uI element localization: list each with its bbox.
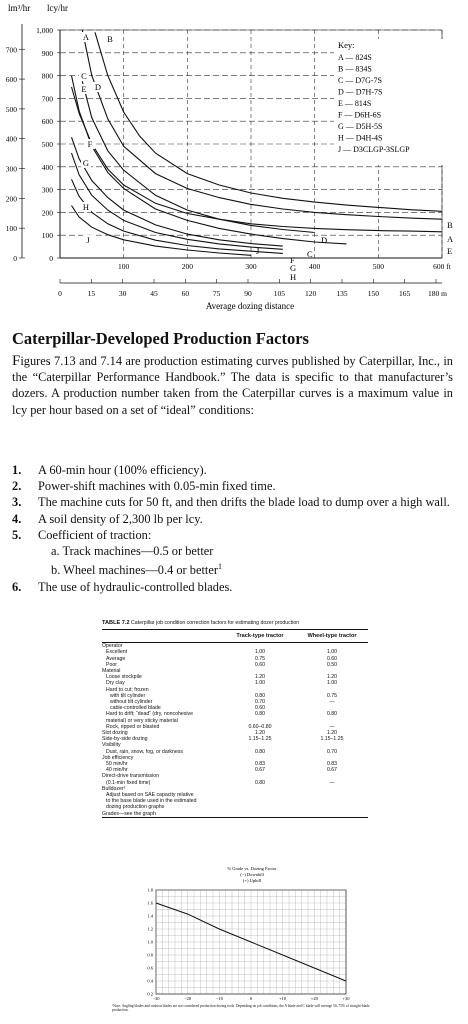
sub-item-track: a. Track machines—0.5 or better [51, 544, 214, 559]
table-cell-wheel: 1.20 [326, 674, 338, 681]
chart-key [334, 39, 447, 165]
x-tick-label-m: 45 [150, 289, 158, 298]
table-row [102, 643, 368, 650]
y-tick-label-lcy: 500 [41, 140, 53, 149]
series-line-J [72, 206, 252, 256]
table-cell-track [224, 643, 296, 650]
table-cell-label: material) or very sticky material [106, 717, 178, 724]
table-header-row [102, 630, 368, 643]
grade-y-tick-label: 0.2 [147, 991, 153, 997]
series-end-label-H: H [290, 272, 297, 282]
production-curves-chart [0, 0, 468, 322]
table-cell-wheel: 1.15–1.25 [320, 736, 344, 743]
table-cell-label: Dry clay [106, 680, 125, 687]
table-cell-track: 0.83 [254, 761, 266, 768]
grade-x-tick-label: +10 [279, 996, 287, 1001]
table-cell-label: (0.1-min fixed time) [106, 779, 151, 786]
table-cell-label: Job efficiency [102, 754, 134, 761]
y-tick-label-lcy: 1,000 [36, 26, 53, 35]
list-item [12, 527, 453, 579]
grade-y-tick-label: 1.6 [147, 900, 153, 906]
list-item [12, 511, 453, 527]
x-tick-label-m: 105 [273, 289, 285, 298]
grade-y-tick-label: 0.8 [147, 952, 153, 958]
series-start-label-J: J [86, 235, 90, 245]
table-cell-track: 0.80 [254, 692, 266, 699]
table-cell-track: 0.80 [254, 748, 266, 755]
grade-y-tick-label: 1.2 [147, 926, 153, 932]
x-tick-label-ft: 200 [181, 262, 193, 271]
x-tick-label-m: 30 [118, 289, 127, 298]
list-text: Power-shift machines with 0.05-min fixed time. [38, 479, 276, 494]
y-tick-label-lcy: 0 [49, 254, 53, 263]
series-start-label-B: B [107, 34, 113, 44]
table-cell-label: Grades—see the graph [102, 811, 224, 818]
y-tick-label-lm3: 0 [13, 254, 17, 263]
grade-x-tick-label: −30 [152, 996, 160, 1001]
y-tick-label-lm3: 700 [5, 45, 17, 55]
table-cell-label: Slot dozing [102, 730, 128, 737]
table-cell-wheel: 0.70 [326, 748, 338, 755]
table-cell-track: 0.67 [254, 767, 266, 774]
table-label: TABLE 7.2 [102, 620, 130, 626]
table-cell-wheel: 0.80 [326, 711, 338, 718]
table-cell-track: 0.75 [254, 655, 266, 662]
grade-y-tick-label: 1.8 [147, 887, 153, 893]
table-cell-label: 50 min/hr [106, 761, 128, 768]
table-cell-label: Loose stockpile [106, 674, 142, 681]
series-start-label-A: A [82, 32, 90, 42]
table-cell-label: Poor [106, 661, 117, 668]
table-cell-label: without tilt cylinder [110, 699, 153, 706]
table-cell-label: cable-controlled blade [110, 705, 161, 712]
correction-factor-table [102, 620, 368, 818]
table-cell-label: Hard to cut; frozen [106, 686, 149, 693]
x-tick-label-m: 90 [244, 289, 252, 298]
table-cell-wheel: 0.83 [326, 761, 338, 768]
table-cell-label: Direct-drive transmission [102, 773, 160, 780]
table-cell-label: Hard to drift; “dead” (dry, noncohesive [106, 711, 193, 718]
x-tick-label-m: 15 [87, 289, 96, 298]
table-cell-track: 0.80 [254, 779, 266, 786]
key-entry: C — D7G-7S [338, 76, 383, 85]
sub-item-wheel [38, 559, 453, 578]
grade-legend-uphill: (+) Uphill [242, 878, 262, 883]
grade-y-tick-label: 1.4 [147, 913, 153, 919]
table-cell-wheel: 1.20 [326, 730, 338, 737]
table-cell-wheel: 0.60 [326, 655, 338, 662]
grade-x-tick-label: −20 [184, 996, 192, 1001]
x-tick-label-m: 120 [305, 289, 317, 298]
table-cell-label: Adjust based on SAE capacity relative [106, 792, 194, 799]
series-start-label-C: C [81, 71, 87, 81]
y-tick-label-lm3: 400 [5, 134, 17, 144]
key-entry: J — D3CLGP-3SLGP [338, 145, 410, 154]
grade-legend-downhill: (−) Downhill [240, 872, 264, 877]
table-cell-wheel: — [329, 699, 335, 706]
x-tick-label-m: 75 [212, 289, 221, 298]
table-cell-wheel: 0.50 [326, 661, 338, 668]
list-item [12, 462, 453, 478]
grade-x-tick-label: −10 [215, 996, 223, 1001]
list-text: The use of hydraulic-controlled blades. [38, 579, 233, 594]
table-cell-track: 1.20 [254, 674, 266, 681]
list-number: 6. [12, 579, 22, 594]
footnote-marker: 1 [218, 562, 222, 572]
grade-y-tick-label: 0.4 [147, 978, 153, 984]
key-entry: H — D4H-4S [338, 133, 383, 143]
grade-y-tick-label: 1.0 [147, 939, 153, 945]
series-end-label-C: C [307, 249, 313, 259]
table-cell-label: Visibility [102, 742, 121, 749]
y-tick-label-lm3: 200 [5, 194, 17, 204]
table-cell-track: 0.60 [254, 661, 266, 668]
table-cell-wheel: 1.00 [326, 649, 338, 656]
table-cell-label: dozing production graphs [106, 804, 165, 811]
list-number: 1. [12, 463, 22, 477]
table-cell-track: 0.60–0.80 [248, 723, 272, 730]
x-tick-label-m: 60 [181, 289, 190, 298]
table-header-wheel: Wheel-type tractor [296, 630, 368, 643]
list-number: 3. [12, 495, 22, 510]
left-unit-label: lm³/hr [8, 3, 31, 13]
table-cell-track: 0.80 [254, 711, 266, 718]
table-header-label [102, 630, 224, 643]
grade-x-tick-label: +30 [342, 996, 350, 1001]
x-tick-label-m: 0 [58, 289, 62, 298]
factor-table [102, 629, 368, 818]
y-tick-label-lcy: 600 [41, 117, 53, 127]
table-cell-track: 0.60 [254, 705, 266, 712]
table-cell-track: 0.70 [254, 699, 266, 706]
sub-item-wheel-text: b. Wheel machines—0.4 or better [51, 563, 218, 578]
series-end-label-G: G [290, 263, 297, 273]
x-tick-label-m: 150 [367, 289, 379, 298]
y-tick-label-lcy: 100 [41, 231, 53, 241]
key-entry: A — 824S [338, 53, 372, 62]
key-entry: E — 814S [338, 99, 372, 108]
table-cell-track: 1.00 [254, 680, 266, 687]
table-cell-wheel [296, 643, 368, 650]
table-header-track: Track-type tractor [224, 630, 296, 643]
series-start-label-F: F [87, 139, 93, 149]
key-entry: F — D6H-6S [338, 110, 382, 120]
key-entry: D — D7H-7S [338, 87, 383, 97]
x-tick-label-m: 165 [399, 289, 411, 298]
x-axis-title: Average dozing distance [205, 301, 295, 311]
y-tick-label-lm3: 100 [5, 224, 17, 234]
table-row [102, 811, 368, 818]
x-tick-label-m: 180 m [427, 289, 447, 298]
section-title: Caterpillar-Developed Production Factors [12, 329, 309, 348]
table-cell-wheel [296, 811, 368, 818]
table-cell-wheel: 1.00 [326, 680, 338, 687]
series-end-label-E: E [447, 246, 453, 256]
intro-paragraph [12, 353, 453, 418]
table-cell-label: Average [106, 655, 126, 662]
x-tick-label-ft: 400 [309, 262, 321, 271]
table-caption [102, 620, 368, 626]
right-unit-label: lcy/hr [47, 3, 68, 13]
list-number: 5. [12, 527, 22, 542]
table-caption-text: Caterpillar job condition correction factors for estimating dozer production [131, 620, 300, 626]
y-tick-label-lm3: 500 [5, 104, 17, 114]
table-cell-track: 1.20 [254, 730, 266, 737]
grade-x-tick-label: +20 [310, 996, 318, 1001]
y-tick-label-lm3: 300 [5, 164, 17, 174]
dropcap-letter: F [12, 353, 21, 369]
table-cell-label: to the base blade used in the estimated [106, 798, 197, 805]
list-item [12, 494, 453, 510]
series-start-label-E: E [81, 84, 87, 94]
list-number: 4. [12, 511, 22, 526]
list-item [12, 579, 453, 595]
table-cell-label: with tilt cylinder [110, 692, 146, 699]
grade-factor-chart [112, 858, 376, 1002]
table-cell-wheel: 0.67 [326, 767, 338, 774]
series-end-label-F: F [290, 255, 295, 265]
grade-chart-title: % Grade vs. Dozing Factor [227, 866, 277, 871]
table-cell-label: Operator [102, 643, 123, 650]
x-tick-label-ft: 600 ft [433, 262, 451, 271]
table-cell-track: 1.00 [254, 649, 266, 656]
y-tick-label-lcy: 800 [41, 71, 53, 81]
list-text: Coefficient of traction: [38, 527, 152, 542]
y-tick-label-lcy: 200 [41, 208, 53, 218]
key-entry: G — D5H-5S [338, 122, 383, 131]
list-text: A 60-min hour (100% efficiency). [38, 463, 207, 477]
table-cell-label: Material [102, 668, 121, 675]
series-end-label-B: B [447, 220, 453, 230]
grade-x-tick-label: 0 [249, 996, 253, 1001]
grade-y-tick-label: 0.6 [147, 965, 153, 971]
x-tick-label-m: 135 [336, 289, 348, 298]
list-item [12, 478, 453, 494]
series-start-label-D: D [94, 82, 102, 92]
series-line-C [72, 76, 347, 244]
table-cell-wheel: — [329, 779, 335, 786]
y-tick-label-lcy: 300 [41, 185, 53, 195]
table-cell-label: Bulldozer² [102, 785, 126, 792]
table-cell-label: Rock, ripped or blasted [106, 723, 160, 730]
list-number: 2. [12, 479, 22, 494]
y-tick-label-lm3: 600 [5, 75, 17, 85]
ideal-conditions-list [12, 462, 453, 595]
x-tick-label-ft: 500 [372, 262, 384, 271]
y-tick-label-lcy: 900 [41, 48, 53, 58]
table-cell-label: 40 min/hr [106, 767, 128, 774]
table-cell-wheel: — [329, 723, 335, 730]
table-cell-label: Side-by-side dozing [102, 736, 148, 743]
table-footnote: ²Note: Angling blades and cushion blades are not considered production dozing tools. Depending on job conditions, the A blade and C blade will average 50–75% of straight-blade production. [112, 1004, 370, 1013]
x-tick-label-ft: 100 [118, 262, 130, 271]
grade-chart-ticks [147, 888, 350, 1002]
y-tick-label-lcy: 400 [41, 162, 53, 172]
key-entry: B — 834S [338, 64, 372, 74]
list-text: The machine cuts for 50 ft, and then drifts the blade load to dump over a high wall. [38, 495, 450, 510]
series-end-label-D: D [321, 235, 328, 245]
series-start-label-H: H [82, 202, 90, 212]
series-end-label-A: A [447, 234, 454, 244]
series-start-label-G: G [82, 158, 90, 168]
series-end-label-J: J [256, 246, 260, 256]
table-cell-track: 1.15–1.25 [248, 736, 272, 743]
x-tick-label-ft: 300 [245, 262, 257, 271]
table-cell-track [224, 811, 296, 818]
key-title: Key: [338, 40, 355, 50]
table-cell-label: Dust, rain, snow, fog, or darkness [106, 748, 183, 755]
y-tick-label-lcy: 700 [41, 94, 53, 104]
table-cell-wheel: 0.75 [326, 692, 338, 699]
table-cell-label: Excellent [106, 649, 128, 656]
series-line-D [82, 81, 314, 232]
list-text: A soil density of 2,300 lb per lcy. [38, 511, 203, 526]
intro-text: igures 7.13 and 7.14 are production estimating curves published by Caterpillar, Inc., in the “Caterpillar Performance Handbook.” The data is specific to that manufacturer’s dozers. A production number taken from the Caterpillar curves is a maximum value in lcy per hour based on a set of “ideal” conditions: [12, 354, 453, 417]
